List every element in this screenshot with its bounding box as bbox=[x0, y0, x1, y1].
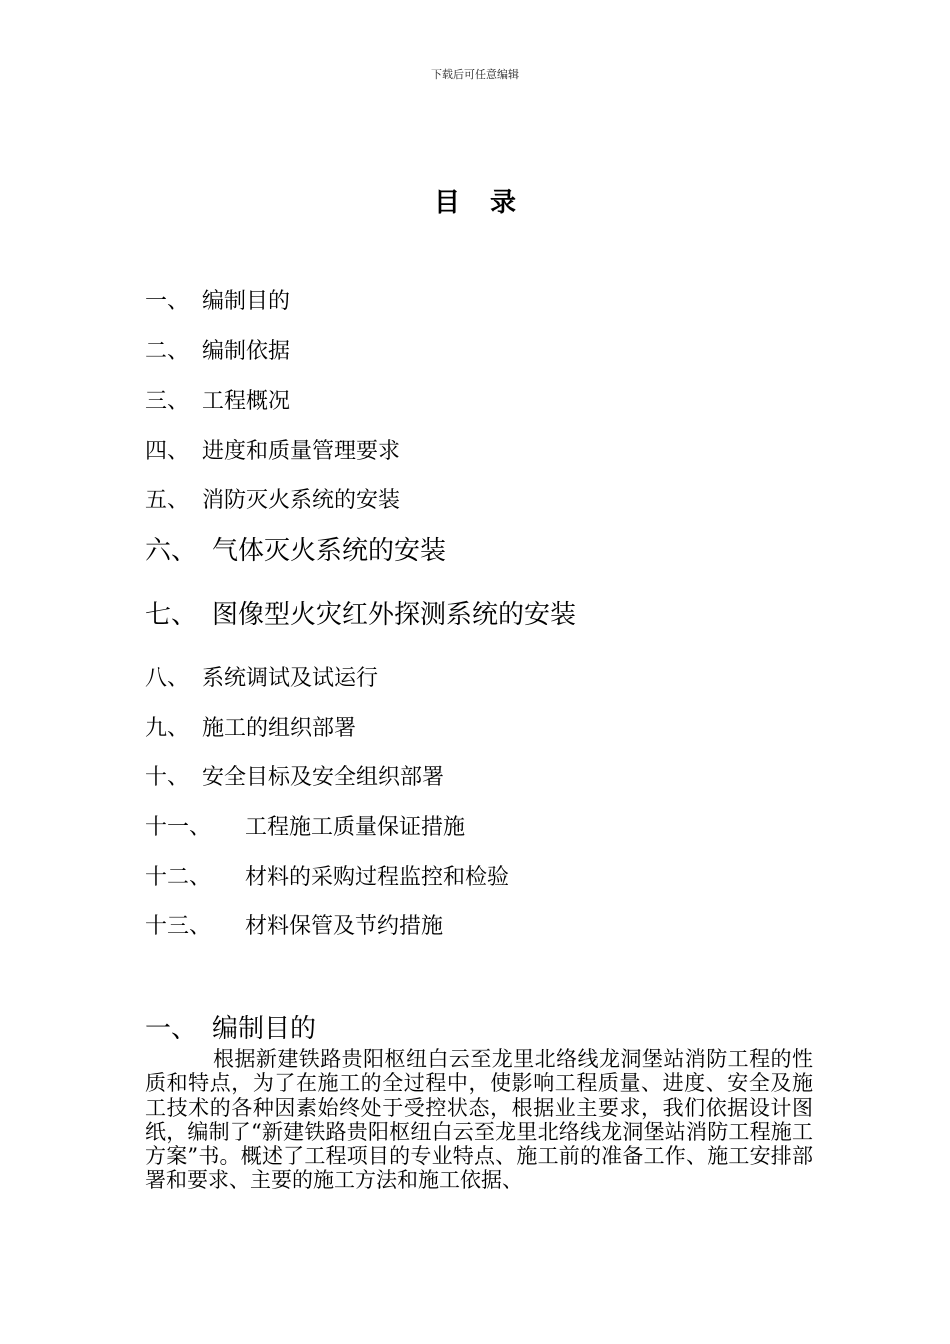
toc-item[interactable] bbox=[145, 909, 443, 940]
toc-item[interactable] bbox=[145, 384, 290, 415]
toc-item-label: 安全目标及安全组织部署 bbox=[202, 765, 445, 790]
page-title: 目录 bbox=[433, 188, 546, 218]
toc-item[interactable] bbox=[145, 483, 400, 514]
toc-item-number: 四、 bbox=[145, 439, 190, 464]
toc-item-label: 气体灭火系统的安装 bbox=[212, 536, 447, 566]
section-number: 一、 bbox=[145, 1014, 198, 1044]
toc-item[interactable] bbox=[145, 810, 465, 841]
toc-item-number: 二、 bbox=[145, 339, 190, 364]
toc-item-number: 六、 bbox=[145, 536, 198, 566]
toc-item-number: 十、 bbox=[145, 765, 190, 790]
toc-item[interactable] bbox=[145, 594, 576, 631]
toc-item-number: 一、 bbox=[145, 289, 190, 314]
toc-item-number: 十三、 bbox=[145, 914, 212, 939]
toc-item[interactable] bbox=[145, 284, 290, 315]
toc-item-number: 七、 bbox=[145, 600, 198, 630]
toc-item-number: 九、 bbox=[145, 716, 190, 741]
toc-item[interactable] bbox=[145, 760, 444, 791]
section-heading bbox=[145, 1008, 316, 1045]
toc-item-number: 五、 bbox=[145, 488, 190, 513]
toc-item[interactable] bbox=[145, 434, 400, 465]
toc-item-label: 系统调试及试运行 bbox=[202, 666, 379, 691]
toc-item-label: 进度和质量管理要求 bbox=[202, 439, 401, 464]
toc-item-label: 图像型火灾红外探测系统的安装 bbox=[212, 600, 577, 630]
toc-item[interactable] bbox=[145, 661, 378, 692]
toc-item[interactable] bbox=[145, 334, 290, 365]
toc-item-number: 三、 bbox=[145, 389, 190, 414]
toc-item-number: 十二、 bbox=[145, 865, 212, 890]
toc-item-label: 编制目的 bbox=[202, 289, 291, 314]
toc-item-label: 施工的组织部署 bbox=[202, 716, 357, 741]
section-title: 编制目的 bbox=[212, 1014, 317, 1044]
toc-item-number: 八、 bbox=[145, 666, 190, 691]
toc-item[interactable] bbox=[145, 711, 356, 742]
toc-item-number: 十一、 bbox=[145, 815, 212, 840]
section-paragraph: 根据新建铁路贵阳枢纽白云至龙里北络线龙洞堡站消防工程的性质和特点，为了在施工的全过程中，使影响工程质量、进度、安全及施工技术的各种因素始终处于受控状态，根据业主要求，我们依据设计图纸，编制了“新建铁路贵阳枢纽白云至龙里北络线龙洞堡站消防工程施工方案”书。概述了工程项目的专业特点、施工前的准备工作、施工安排部署和要求、主要的施工方法和施工依据、 bbox=[145, 1047, 813, 1193]
toc-item-label: 材料保管及节约措施 bbox=[245, 914, 444, 939]
header-note: 下载后可任意编辑 bbox=[431, 68, 519, 81]
toc-item-label: 消防灭火系统的安装 bbox=[202, 488, 401, 513]
toc-item-label: 工程施工质量保证措施 bbox=[245, 815, 466, 840]
toc-item[interactable] bbox=[145, 530, 446, 567]
toc-item-label: 材料的采购过程监控和检验 bbox=[245, 865, 510, 890]
toc-item-label: 编制依据 bbox=[202, 339, 291, 364]
toc-item-label: 工程概况 bbox=[202, 389, 291, 414]
toc-item[interactable] bbox=[145, 860, 509, 891]
